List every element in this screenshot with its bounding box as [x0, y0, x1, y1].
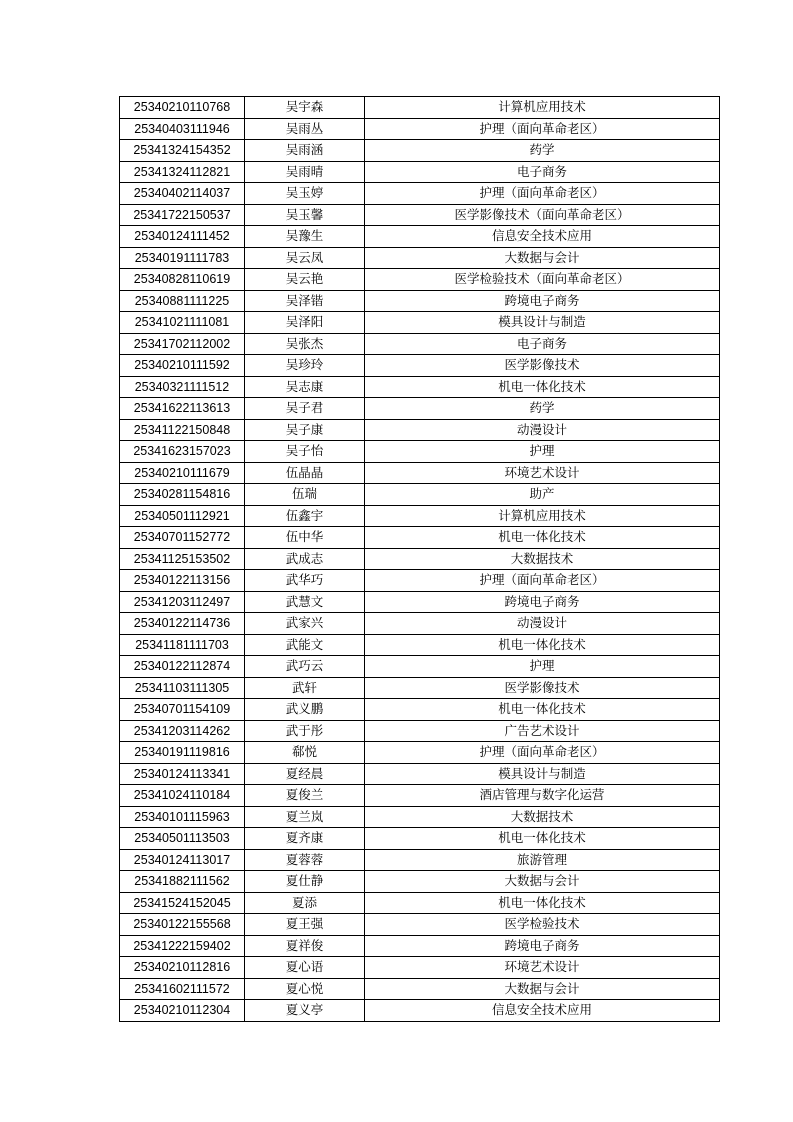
major-cell: 动漫设计 — [365, 613, 720, 635]
major-cell: 大数据技术 — [365, 806, 720, 828]
table-row — [120, 398, 720, 420]
table-row — [120, 871, 720, 893]
student-name-cell: 夏蓉蓉 — [245, 849, 365, 871]
exam-number-cell: 25340210112816 — [120, 957, 245, 979]
student-name-cell: 吴豫生 — [245, 226, 365, 248]
major-cell: 护理 — [365, 656, 720, 678]
exam-number-cell: 25341524152045 — [120, 892, 245, 914]
major-cell: 助产 — [365, 484, 720, 506]
exam-number-cell: 25340701152772 — [120, 527, 245, 549]
major-cell: 药学 — [365, 140, 720, 162]
student-name-cell: 吴玉婷 — [245, 183, 365, 205]
exam-number-cell: 25341623157023 — [120, 441, 245, 463]
exam-number-cell: 25340881111225 — [120, 290, 245, 312]
table-row — [120, 806, 720, 828]
student-name-cell: 夏王强 — [245, 914, 365, 936]
table-row — [120, 591, 720, 613]
student-name-cell: 吴泽锴 — [245, 290, 365, 312]
student-name-cell: 吴张杰 — [245, 333, 365, 355]
table-row — [120, 613, 720, 635]
exam-number-cell: 25340501113503 — [120, 828, 245, 850]
table-row — [120, 140, 720, 162]
table-row — [120, 978, 720, 1000]
exam-number-cell: 25341324112821 — [120, 161, 245, 183]
exam-number-cell: 25341021111081 — [120, 312, 245, 334]
student-name-cell: 武义鹏 — [245, 699, 365, 721]
table-row — [120, 914, 720, 936]
table-row — [120, 204, 720, 226]
student-name-cell: 武家兴 — [245, 613, 365, 635]
major-cell: 药学 — [365, 398, 720, 420]
student-name-cell: 夏添 — [245, 892, 365, 914]
student-name-cell: 吴玉馨 — [245, 204, 365, 226]
exam-number-cell: 25341203114262 — [120, 720, 245, 742]
table-row — [120, 892, 720, 914]
major-cell: 模具设计与制造 — [365, 312, 720, 334]
student-name-cell: 吴云凤 — [245, 247, 365, 269]
exam-number-cell: 25340191119816 — [120, 742, 245, 764]
student-name-cell: 夏心悦 — [245, 978, 365, 1000]
table-row — [120, 118, 720, 140]
student-name-cell: 伍鑫宇 — [245, 505, 365, 527]
major-cell: 环境艺术设计 — [365, 462, 720, 484]
table-row — [120, 290, 720, 312]
exam-number-cell: 25341882111562 — [120, 871, 245, 893]
student-name-cell: 伍瑞 — [245, 484, 365, 506]
student-roster-table — [119, 96, 720, 1022]
table-row — [120, 828, 720, 850]
exam-number-cell: 25340122114736 — [120, 613, 245, 635]
major-cell: 计算机应用技术 — [365, 97, 720, 119]
major-cell: 跨境电子商务 — [365, 290, 720, 312]
table-row — [120, 333, 720, 355]
exam-number-cell: 25340402114037 — [120, 183, 245, 205]
student-name-cell: 夏兰岚 — [245, 806, 365, 828]
table-row — [120, 355, 720, 377]
major-cell: 机电一体化技术 — [365, 892, 720, 914]
table-row — [120, 742, 720, 764]
table-row — [120, 97, 720, 119]
table-row — [120, 763, 720, 785]
exam-number-cell: 25340124113017 — [120, 849, 245, 871]
exam-number-cell: 25340828110619 — [120, 269, 245, 291]
table-row — [120, 183, 720, 205]
major-cell: 医学影像技术 — [365, 355, 720, 377]
table-row — [120, 656, 720, 678]
student-name-cell: 武成志 — [245, 548, 365, 570]
table-row — [120, 527, 720, 549]
table-row — [120, 376, 720, 398]
student-name-cell: 武华巧 — [245, 570, 365, 592]
exam-number-cell: 25341122150848 — [120, 419, 245, 441]
major-cell: 广告艺术设计 — [365, 720, 720, 742]
exam-number-cell: 25341222159402 — [120, 935, 245, 957]
major-cell: 机电一体化技术 — [365, 828, 720, 850]
table-row — [120, 247, 720, 269]
exam-number-cell: 25340210111592 — [120, 355, 245, 377]
exam-number-cell: 25340124111452 — [120, 226, 245, 248]
table-row — [120, 935, 720, 957]
exam-number-cell: 25341181111703 — [120, 634, 245, 656]
major-cell: 机电一体化技术 — [365, 699, 720, 721]
exam-number-cell: 25340501112921 — [120, 505, 245, 527]
student-name-cell: 吴珍玲 — [245, 355, 365, 377]
major-cell: 动漫设计 — [365, 419, 720, 441]
major-cell: 护理 — [365, 441, 720, 463]
table-row — [120, 634, 720, 656]
major-cell: 环境艺术设计 — [365, 957, 720, 979]
table-row — [120, 161, 720, 183]
table-row — [120, 548, 720, 570]
student-name-cell: 吴子君 — [245, 398, 365, 420]
major-cell: 跨境电子商务 — [365, 935, 720, 957]
major-cell: 大数据技术 — [365, 548, 720, 570]
major-cell: 医学检验技术（面向革命老区） — [365, 269, 720, 291]
table-row — [120, 699, 720, 721]
exam-number-cell: 25341024110184 — [120, 785, 245, 807]
student-name-cell: 吴雨涵 — [245, 140, 365, 162]
exam-number-cell: 25340191111783 — [120, 247, 245, 269]
exam-number-cell: 25341622113613 — [120, 398, 245, 420]
exam-number-cell: 25340122155568 — [120, 914, 245, 936]
exam-number-cell: 25341203112497 — [120, 591, 245, 613]
student-name-cell: 武能文 — [245, 634, 365, 656]
major-cell: 医学影像技术（面向革命老区） — [365, 204, 720, 226]
student-name-cell: 吴雨晴 — [245, 161, 365, 183]
major-cell: 酒店管理与数字化运营 — [365, 785, 720, 807]
student-name-cell: 郗悦 — [245, 742, 365, 764]
major-cell: 电子商务 — [365, 333, 720, 355]
student-name-cell: 吴泽阳 — [245, 312, 365, 334]
exam-number-cell: 25340210111679 — [120, 462, 245, 484]
student-name-cell: 吴子康 — [245, 419, 365, 441]
student-name-cell: 夏义亭 — [245, 1000, 365, 1022]
major-cell: 护理（面向革命老区） — [365, 183, 720, 205]
exam-number-cell: 25340281154816 — [120, 484, 245, 506]
student-name-cell: 武于彤 — [245, 720, 365, 742]
major-cell: 医学影像技术 — [365, 677, 720, 699]
student-name-cell: 夏祥俊 — [245, 935, 365, 957]
student-name-cell: 武慧文 — [245, 591, 365, 613]
table-row — [120, 677, 720, 699]
student-name-cell: 吴宇森 — [245, 97, 365, 119]
student-name-cell: 武巧云 — [245, 656, 365, 678]
major-cell: 大数据与会计 — [365, 871, 720, 893]
student-name-cell: 吴子怡 — [245, 441, 365, 463]
major-cell: 大数据与会计 — [365, 247, 720, 269]
student-name-cell: 吴云艳 — [245, 269, 365, 291]
student-name-cell: 夏经晨 — [245, 763, 365, 785]
table-row — [120, 269, 720, 291]
major-cell: 机电一体化技术 — [365, 634, 720, 656]
exam-number-cell: 25341722150537 — [120, 204, 245, 226]
major-cell: 机电一体化技术 — [365, 527, 720, 549]
student-name-cell: 伍中华 — [245, 527, 365, 549]
major-cell: 计算机应用技术 — [365, 505, 720, 527]
exam-number-cell: 25341103111305 — [120, 677, 245, 699]
major-cell: 信息安全技术应用 — [365, 1000, 720, 1022]
table-row — [120, 570, 720, 592]
table-row — [120, 462, 720, 484]
student-name-cell: 夏仕静 — [245, 871, 365, 893]
exam-number-cell: 25340321111512 — [120, 376, 245, 398]
student-name-cell: 吴志康 — [245, 376, 365, 398]
exam-number-cell: 25340403111946 — [120, 118, 245, 140]
exam-number-cell: 25341602111572 — [120, 978, 245, 1000]
student-name-cell: 夏齐康 — [245, 828, 365, 850]
major-cell: 护理（面向革命老区） — [365, 742, 720, 764]
roster-body — [120, 97, 720, 1022]
exam-number-cell: 25341324154352 — [120, 140, 245, 162]
major-cell: 跨境电子商务 — [365, 591, 720, 613]
student-name-cell: 夏俊兰 — [245, 785, 365, 807]
major-cell: 医学检验技术 — [365, 914, 720, 936]
table-row — [120, 785, 720, 807]
student-name-cell: 夏心语 — [245, 957, 365, 979]
major-cell: 旅游管理 — [365, 849, 720, 871]
exam-number-cell: 25340701154109 — [120, 699, 245, 721]
major-cell: 大数据与会计 — [365, 978, 720, 1000]
exam-number-cell: 25340210112304 — [120, 1000, 245, 1022]
exam-number-cell: 25341702112002 — [120, 333, 245, 355]
table-row — [120, 1000, 720, 1022]
exam-number-cell: 25341125153502 — [120, 548, 245, 570]
exam-number-cell: 25340210110768 — [120, 97, 245, 119]
major-cell: 护理（面向革命老区） — [365, 570, 720, 592]
major-cell: 模具设计与制造 — [365, 763, 720, 785]
table-row — [120, 484, 720, 506]
table-row — [120, 312, 720, 334]
table-row — [120, 957, 720, 979]
exam-number-cell: 25340122113156 — [120, 570, 245, 592]
major-cell: 电子商务 — [365, 161, 720, 183]
major-cell: 护理（面向革命老区） — [365, 118, 720, 140]
table-row — [120, 849, 720, 871]
exam-number-cell: 25340122112874 — [120, 656, 245, 678]
table-row — [120, 441, 720, 463]
student-name-cell: 武轩 — [245, 677, 365, 699]
exam-number-cell: 25340124113341 — [120, 763, 245, 785]
major-cell: 机电一体化技术 — [365, 376, 720, 398]
table-row — [120, 505, 720, 527]
major-cell: 信息安全技术应用 — [365, 226, 720, 248]
exam-number-cell: 25340101115963 — [120, 806, 245, 828]
student-name-cell: 吴雨丛 — [245, 118, 365, 140]
table-row — [120, 226, 720, 248]
student-name-cell: 伍晶晶 — [245, 462, 365, 484]
table-row — [120, 419, 720, 441]
table-row — [120, 720, 720, 742]
